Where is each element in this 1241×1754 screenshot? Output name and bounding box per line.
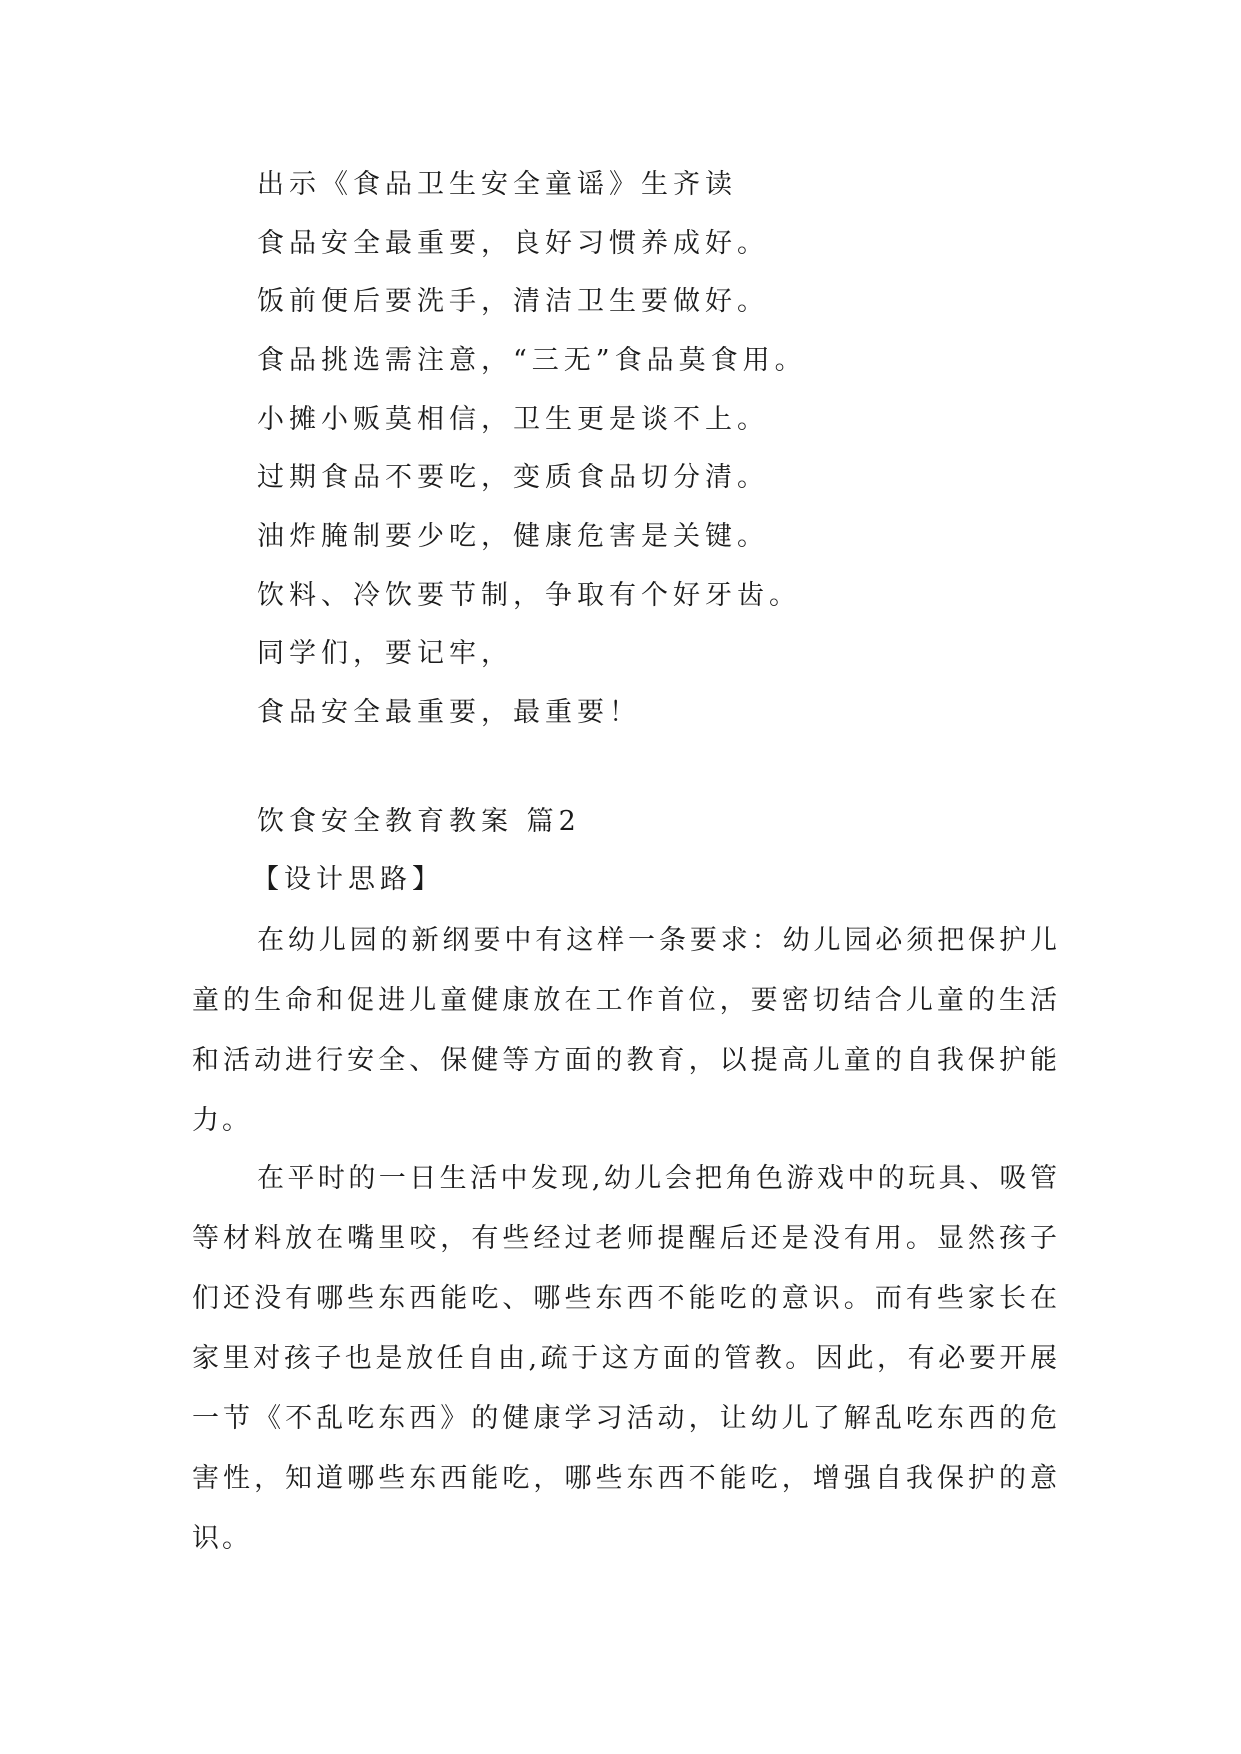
poem-line: 饮料、冷饮要节制，争取有个好牙齿。 (257, 580, 801, 611)
body-paragraph: 在幼儿园的新纲要中有这样一条要求：幼儿园必须把保护儿童的生命和促进儿童健康放在工作首位，要密切结合儿童的生活和活动进行安全、保健等方面的教育，以提高儿童的自我保护能力。 (192, 925, 1060, 1136)
poem-intro: 出示《食品卫生安全童谣》生齐读 (257, 169, 737, 200)
poem-line: 小摊小贩莫相信，卫生更是谈不上。 (257, 404, 769, 435)
poem-line: 油炸腌制要少吃，健康危害是关键。 (257, 521, 769, 552)
poem-line: 食品安全最重要，良好习惯养成好。 (257, 228, 769, 259)
poem-line: 过期食品不要吃，变质食品切分清。 (257, 462, 769, 493)
poem-line: 同学们，要记牢， (257, 638, 513, 669)
poem-line: 饭前便后要洗手，清洁卫生要做好。 (257, 286, 769, 317)
section-heading: 【设计思路】 (252, 864, 444, 895)
body-paragraph: 在平时的一日生活中发现,幼儿会把角色游戏中的玩具、吸管等材料放在嘴里咬，有些经过老师提醒后还是没有用。显然孩子们还没有哪些东西能吃、哪些东西不能吃的意识。而有些家长在家里对孩子也是放任自由,疏于这方面的管教。因此，有必要开展一节《不乱吃东西》的健康学习活动，让幼儿了解乱吃东西的危害性，知道哪些东西能吃，哪些东西不能吃，增强自我保护的意识。 (192, 1163, 1060, 1554)
poem-line: 食品安全最重要，最重要！ (257, 697, 641, 728)
section-title: 饮食安全教育教案 篇2 (257, 806, 581, 837)
poem-line: 食品挑选需注意，“三无”食品莫食用。 (257, 345, 807, 376)
